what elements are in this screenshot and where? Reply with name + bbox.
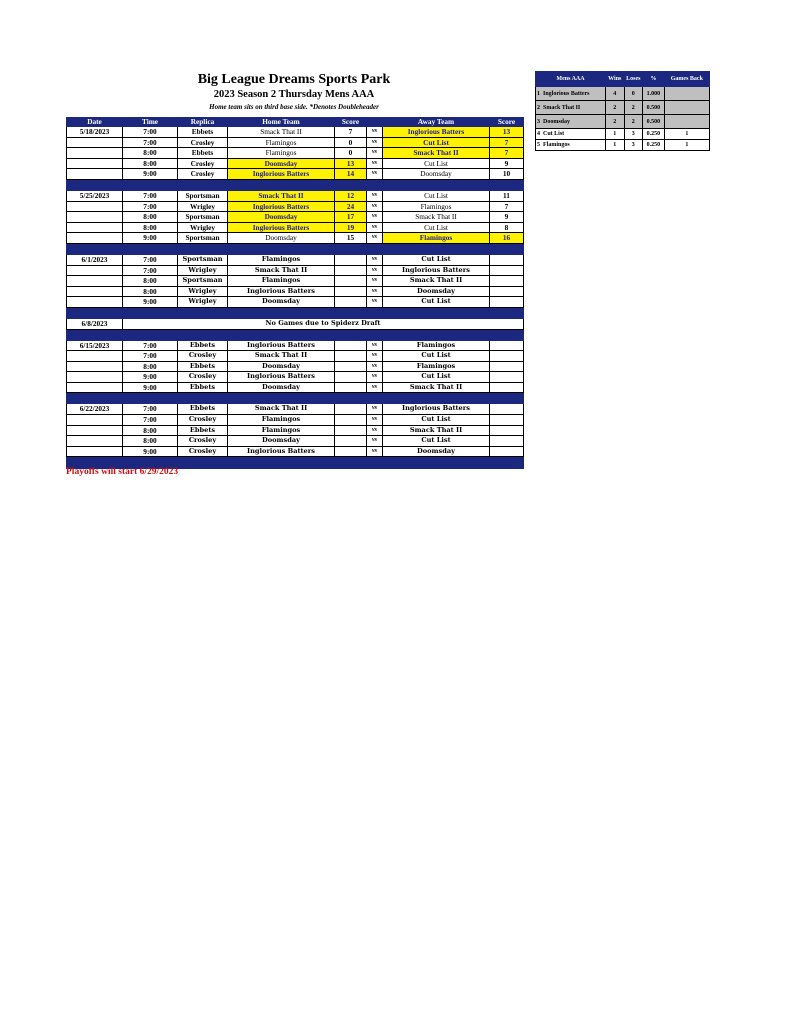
standings-loses: 2 (624, 101, 643, 115)
vs-cell: vs (367, 233, 383, 244)
separator-cell (67, 243, 524, 254)
away-score-cell: 7 (490, 148, 524, 159)
home-team-cell: Flamingos (228, 425, 335, 436)
column-header: Score (490, 117, 524, 127)
vs-cell: vs (367, 265, 383, 276)
field-cell: Ebbets (178, 361, 228, 372)
week-separator (67, 243, 524, 254)
schedule-row (67, 425, 524, 436)
schedule-row (67, 351, 524, 362)
playoffs-note: Playoffs will start 6/29/2023 (66, 467, 179, 477)
standings-rank: 4 (537, 131, 540, 137)
schedule-row (67, 212, 524, 223)
field-cell: Crosley (178, 446, 228, 457)
schedule-row (67, 233, 524, 244)
page-title: Big League Dreams Sports Park (197, 72, 391, 87)
away-team-cell: Cut List (383, 415, 490, 426)
home-team-cell: Inglorious Batters (228, 340, 335, 351)
field-cell: Wrigley (178, 222, 228, 233)
page-subtitle: 2023 Season 2 Thursday Mens AAA (213, 89, 375, 100)
vs-cell: vs (367, 212, 383, 223)
home-score-cell (335, 446, 367, 457)
field-cell: Sportsman (178, 212, 228, 223)
field-cell: Crosley (178, 436, 228, 447)
field-cell: Ebbets (178, 425, 228, 436)
field-cell: Crosley (178, 415, 228, 426)
away-score-cell (490, 351, 524, 362)
separator-cell (67, 179, 524, 190)
time-cell: 7:00 (123, 415, 178, 426)
away-score-cell (490, 425, 524, 436)
schedule-row (67, 286, 524, 297)
home-team-cell: Doomsday (228, 212, 335, 223)
standings-team-name: Smack That II (543, 104, 581, 111)
home-team-cell: Doomsday (228, 233, 335, 244)
away-team-cell: Flamingos (383, 361, 490, 372)
field-cell: Ebbets (178, 148, 228, 159)
date-cell: 6/8/2023 (67, 318, 123, 329)
vs-cell: vs (367, 436, 383, 447)
home-team-cell: Smack That II (228, 351, 335, 362)
schedule-row (67, 265, 524, 276)
column-header: Time (123, 117, 178, 127)
standings-row (536, 87, 710, 101)
away-score-cell: 13 (490, 127, 524, 138)
date-cell (67, 137, 123, 148)
home-score-cell (335, 265, 367, 276)
away-score-cell: 9 (490, 212, 524, 223)
away-score-cell: 10 (490, 169, 524, 180)
standings-column-header: Games Back (664, 72, 709, 87)
no-games-note: No Games due to Spiderz Draft (123, 318, 524, 329)
vs-cell: vs (367, 415, 383, 426)
schedule-row (67, 222, 524, 233)
standings-row (536, 129, 710, 140)
standings-team-cell (536, 101, 606, 115)
standings-loses: 3 (624, 129, 643, 140)
schedule-row (67, 127, 524, 138)
home-team-cell: Inglorious Batters (228, 372, 335, 383)
schedule-row (67, 201, 524, 212)
standings-pct: 1.000 (643, 87, 665, 101)
away-score-cell (490, 415, 524, 426)
home-team-cell: Inglorious Batters (228, 169, 335, 180)
field-cell: Sportsman (178, 276, 228, 287)
away-score-cell (490, 276, 524, 287)
field-cell: Ebbets (178, 404, 228, 415)
vs-cell: vs (367, 148, 383, 159)
standings-games-back: 1 (664, 129, 709, 140)
schedule-row (67, 169, 524, 180)
time-cell: 9:00 (123, 297, 178, 308)
date-cell (67, 286, 123, 297)
away-team-cell: Smack That II (383, 212, 490, 223)
standings-team-cell (536, 115, 606, 129)
time-cell: 7:00 (123, 254, 178, 265)
standings-games-back (664, 115, 709, 129)
schedule-row (67, 415, 524, 426)
home-score-cell: 15 (335, 233, 367, 244)
date-cell (67, 297, 123, 308)
home-team-cell: Flamingos (228, 415, 335, 426)
home-team-cell: Doomsday (228, 382, 335, 393)
vs-cell: vs (367, 404, 383, 415)
away-team-cell: Inglorious Batters (383, 265, 490, 276)
time-cell: 8:00 (123, 158, 178, 169)
schedule-row (67, 382, 524, 393)
vs-cell: vs (367, 286, 383, 297)
home-team-cell: Doomsday (228, 297, 335, 308)
schedule-row (67, 190, 524, 201)
away-team-cell: Cut List (383, 190, 490, 201)
standings-header-row (536, 72, 710, 87)
away-score-cell: 9 (490, 158, 524, 169)
home-score-cell: 14 (335, 169, 367, 180)
date-cell: 5/25/2023 (67, 190, 123, 201)
schedule-row (67, 158, 524, 169)
standings-team-cell (536, 87, 606, 101)
standings-wins: 2 (606, 115, 625, 129)
away-score-cell: 7 (490, 137, 524, 148)
standings-team-name: Cut List (543, 131, 565, 137)
standings-pct: 0.250 (643, 140, 665, 151)
time-cell: 8:00 (123, 436, 178, 447)
schedule-row (67, 340, 524, 351)
column-header: Score (335, 117, 367, 127)
field-cell: Crosley (178, 169, 228, 180)
standings-pct: 0.500 (643, 101, 665, 115)
date-cell (67, 425, 123, 436)
field-cell: Ebbets (178, 340, 228, 351)
home-score-cell: 0 (335, 137, 367, 148)
away-score-cell (490, 446, 524, 457)
column-header: Replica (178, 117, 228, 127)
standings-games-back (664, 87, 709, 101)
schedule-row (67, 297, 524, 308)
schedule-row (67, 436, 524, 447)
time-cell: 8:00 (123, 222, 178, 233)
time-cell: 7:00 (123, 265, 178, 276)
date-cell: 5/18/2023 (67, 127, 123, 138)
standings-pct: 0.250 (643, 129, 665, 140)
separator-cell (67, 393, 524, 404)
standings-team-cell (536, 129, 606, 140)
field-cell: Crosley (178, 372, 228, 383)
home-score-cell (335, 361, 367, 372)
away-score-cell (490, 297, 524, 308)
week-separator (67, 179, 524, 190)
field-cell: Ebbets (178, 382, 228, 393)
schedule-row (67, 361, 524, 372)
standings-loses: 3 (624, 140, 643, 151)
home-team-cell: Doomsday (228, 361, 335, 372)
away-team-cell: Flamingos (383, 201, 490, 212)
vs-cell: vs (367, 446, 383, 457)
column-header: Away Team (383, 117, 490, 127)
date-cell (67, 276, 123, 287)
standings-row (536, 101, 710, 115)
standings-column-header: Mens AAA (536, 72, 606, 87)
away-team-cell: Smack That II (383, 276, 490, 287)
home-team-cell: Inglorious Batters (228, 222, 335, 233)
home-score-cell (335, 382, 367, 393)
time-cell: 7:00 (123, 201, 178, 212)
away-team-cell: Inglorious Batters (383, 404, 490, 415)
vs-cell: vs (367, 137, 383, 148)
field-cell: Crosley (178, 158, 228, 169)
field-cell: Sportsman (178, 233, 228, 244)
time-cell: 7:00 (123, 351, 178, 362)
home-score-cell (335, 276, 367, 287)
away-score-cell (490, 286, 524, 297)
separator-cell (67, 307, 524, 318)
separator-cell (67, 329, 524, 340)
schedule-row (67, 404, 524, 415)
home-team-cell: Inglorious Batters (228, 201, 335, 212)
away-team-cell: Cut List (383, 137, 490, 148)
home-score-cell (335, 415, 367, 426)
standings-loses: 0 (624, 87, 643, 101)
away-team-cell: Cut List (383, 222, 490, 233)
home-team-cell: Inglorious Batters (228, 286, 335, 297)
away-team-cell: Smack That II (383, 148, 490, 159)
date-cell (67, 351, 123, 362)
date-cell (67, 201, 123, 212)
standings-wins: 2 (606, 101, 625, 115)
home-score-cell (335, 297, 367, 308)
time-cell: 9:00 (123, 382, 178, 393)
standings-wins: 1 (606, 140, 625, 151)
time-cell: 8:00 (123, 425, 178, 436)
home-score-cell (335, 254, 367, 265)
field-cell: Sportsman (178, 254, 228, 265)
time-cell: 8:00 (123, 212, 178, 223)
standings-wins: 4 (606, 87, 625, 101)
vs-cell: vs (367, 127, 383, 138)
away-team-cell: Smack That II (383, 425, 490, 436)
date-cell (67, 233, 123, 244)
vs-cell: vs (367, 351, 383, 362)
date-cell (67, 415, 123, 426)
home-team-cell: Inglorious Batters (228, 446, 335, 457)
away-score-cell: 16 (490, 233, 524, 244)
away-team-cell: Cut List (383, 158, 490, 169)
date-cell: 6/22/2023 (67, 404, 123, 415)
field-cell: Sportsman (178, 190, 228, 201)
away-score-cell: 8 (490, 222, 524, 233)
vs-cell: vs (367, 158, 383, 169)
time-cell: 7:00 (123, 404, 178, 415)
away-team-cell: Flamingos (383, 340, 490, 351)
field-cell: Wrigley (178, 286, 228, 297)
vs-cell: vs (367, 372, 383, 383)
time-cell: 9:00 (123, 446, 178, 457)
standings-rank: 3 (537, 118, 540, 125)
home-team-cell: Flamingos (228, 148, 335, 159)
schedule-row (67, 446, 524, 457)
schedule-row (67, 137, 524, 148)
home-score-cell (335, 340, 367, 351)
vs-cell: vs (367, 201, 383, 212)
home-team-cell: Smack That II (228, 190, 335, 201)
vs-cell: vs (367, 340, 383, 351)
field-cell: Wrigley (178, 201, 228, 212)
home-score-cell: 7 (335, 127, 367, 138)
home-team-cell: Smack That II (228, 127, 335, 138)
week-separator (67, 393, 524, 404)
vs-cell: vs (367, 222, 383, 233)
home-score-cell (335, 404, 367, 415)
schedule-row (67, 276, 524, 287)
home-score-cell (335, 351, 367, 362)
column-header: Date (67, 117, 123, 127)
standings-rank: 1 (537, 90, 540, 97)
time-cell: 8:00 (123, 276, 178, 287)
week-separator (67, 307, 524, 318)
home-score-cell: 0 (335, 148, 367, 159)
vs-cell: vs (367, 169, 383, 180)
away-score-cell: 7 (490, 201, 524, 212)
time-cell: 9:00 (123, 372, 178, 383)
standings-team-name: Flamingos (543, 142, 570, 148)
home-score-cell: 13 (335, 158, 367, 169)
away-team-cell: Cut List (383, 351, 490, 362)
time-cell: 8:00 (123, 286, 178, 297)
standings-team-cell (536, 140, 606, 151)
home-team-cell: Flamingos (228, 276, 335, 287)
date-cell (67, 265, 123, 276)
home-team-cell: Flamingos (228, 254, 335, 265)
standings-rank: 2 (537, 104, 540, 111)
standings-column-header: Wins (606, 72, 625, 87)
away-team-cell: Doomsday (383, 169, 490, 180)
time-cell: 7:00 (123, 127, 178, 138)
date-cell: 6/15/2023 (67, 340, 123, 351)
date-cell (67, 361, 123, 372)
vs-cell: vs (367, 425, 383, 436)
vs-cell: vs (367, 361, 383, 372)
away-score-cell: 11 (490, 190, 524, 201)
home-score-cell (335, 436, 367, 447)
standings-row (536, 140, 710, 151)
standings-team-name: Doomsday (543, 118, 571, 125)
schedule-row (67, 148, 524, 159)
time-cell: 7:00 (123, 190, 178, 201)
standings-wins: 1 (606, 129, 625, 140)
field-cell: Wrigley (178, 265, 228, 276)
column-header (367, 117, 383, 127)
time-cell: 9:00 (123, 233, 178, 244)
away-team-cell: Doomsday (383, 286, 490, 297)
field-cell: Wrigley (178, 297, 228, 308)
date-cell (67, 222, 123, 233)
away-score-cell (490, 436, 524, 447)
vs-cell: vs (367, 254, 383, 265)
standings-table (535, 71, 710, 151)
home-score-cell (335, 372, 367, 383)
field-cell: Crosley (178, 137, 228, 148)
schedule-header-row (67, 117, 524, 127)
week-separator (67, 329, 524, 340)
away-score-cell (490, 265, 524, 276)
standings-games-back: 1 (664, 140, 709, 151)
home-team-cell: Smack That II (228, 404, 335, 415)
date-cell: 6/1/2023 (67, 254, 123, 265)
away-score-cell (490, 404, 524, 415)
date-cell (67, 169, 123, 180)
schedule-row (67, 254, 524, 265)
date-cell (67, 436, 123, 447)
home-team-cell: Smack That II (228, 265, 335, 276)
time-cell: 9:00 (123, 169, 178, 180)
home-score-cell (335, 425, 367, 436)
standings-games-back (664, 101, 709, 115)
away-score-cell (490, 254, 524, 265)
field-cell: Crosley (178, 351, 228, 362)
date-cell (67, 212, 123, 223)
vs-cell: vs (367, 190, 383, 201)
home-score-cell: 19 (335, 222, 367, 233)
standings-column-header: % (643, 72, 665, 87)
date-cell (67, 372, 123, 383)
home-team-cell: Flamingos (228, 137, 335, 148)
date-cell (67, 446, 123, 457)
schedule-row (67, 318, 524, 329)
away-team-cell: Cut List (383, 372, 490, 383)
vs-cell: vs (367, 297, 383, 308)
home-score-cell: 24 (335, 201, 367, 212)
date-cell (67, 158, 123, 169)
home-score-cell (335, 286, 367, 297)
schedule-table (66, 117, 524, 469)
away-team-cell: Doomsday (383, 446, 490, 457)
home-team-note: Home team sits on third base side. *Denotes Doubleheader (209, 103, 379, 111)
away-score-cell (490, 372, 524, 383)
home-team-cell: Doomsday (228, 436, 335, 447)
away-score-cell (490, 340, 524, 351)
time-cell: 7:00 (123, 340, 178, 351)
standings-column-header: Loses (624, 72, 643, 87)
standings-team-name: Inglorious Batters (543, 90, 590, 97)
schedule-row (67, 372, 524, 383)
standings-pct: 0.500 (643, 115, 665, 129)
standings-loses: 2 (624, 115, 643, 129)
time-cell: 7:00 (123, 137, 178, 148)
standings-row (536, 115, 710, 129)
away-score-cell (490, 361, 524, 372)
away-team-cell: Inglorious Batters (383, 127, 490, 138)
field-cell: Ebbets (178, 127, 228, 138)
vs-cell: vs (367, 382, 383, 393)
home-team-cell: Doomsday (228, 158, 335, 169)
vs-cell: vs (367, 276, 383, 287)
away-team-cell: Cut List (383, 297, 490, 308)
away-score-cell (490, 382, 524, 393)
column-header: Home Team (228, 117, 335, 127)
away-team-cell: Cut List (383, 436, 490, 447)
standings-rank: 5 (537, 142, 540, 148)
date-cell (67, 148, 123, 159)
home-score-cell: 12 (335, 190, 367, 201)
date-cell (67, 382, 123, 393)
away-team-cell: Flamingos (383, 233, 490, 244)
home-score-cell: 17 (335, 212, 367, 223)
away-team-cell: Cut List (383, 254, 490, 265)
away-team-cell: Smack That II (383, 382, 490, 393)
time-cell: 8:00 (123, 361, 178, 372)
time-cell: 8:00 (123, 148, 178, 159)
